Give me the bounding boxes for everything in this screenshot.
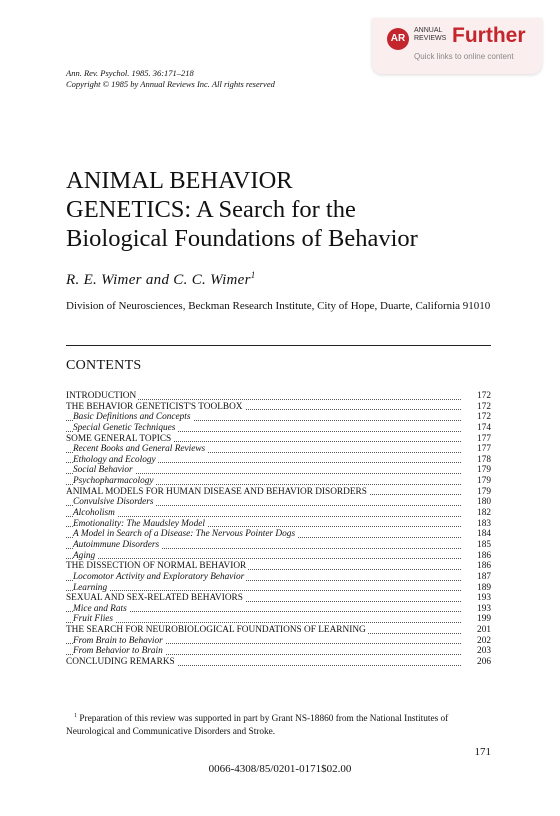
toc-subentry [66,646,491,657]
toc-subentry [66,444,491,455]
toc-entry-title: SEXUAL AND SEX-RELATED BEHAVIORS [66,593,243,604]
toc-entry-page: 206 [467,657,491,668]
toc-entry-title: Alcoholism [73,508,115,519]
toc-entry-page: 174 [467,423,491,434]
toc-entry-title: THE SEARCH FOR NEUROBIOLOGICAL FOUNDATIONS OF LEARNING [66,625,366,636]
banner-tagline: Quick links to online content [414,52,514,61]
toc-subentry [66,540,491,551]
further-label[interactable]: Further [452,24,526,47]
toc-entry-title: Ethology and Ecology [73,454,156,465]
toc-entry-title: Recent Books and General Reviews [73,444,206,455]
toc-subentry [66,551,491,562]
toc-subentry [66,497,491,508]
toc-subentry [66,476,491,487]
toc-entry-page: 193 [467,593,491,604]
toc-entry-page: 185 [467,540,491,551]
toc-entry-page: 202 [467,636,491,647]
annual-reviews-label: ANNUAL REVIEWS [414,27,447,42]
toc-entry-page: 186 [467,561,491,572]
toc-entry-title: A Model in Search of a Disease: The Nervous Pointer Dogs [73,529,296,540]
toc-entry-title: ANIMAL MODELS FOR HUMAN DISEASE AND BEHAVIOR DISORDERS [66,486,367,497]
article-title: ANIMAL BEHAVIOR GENETICS: A Search for the Biological Foundations of Behavior [66,167,418,252]
toc-entry-page: 186 [467,551,491,562]
toc-subentry [66,529,491,540]
toc-entry-title: Social Behavior [73,465,133,476]
toc-entry-page: 193 [467,604,491,615]
toc-entry-page: 182 [467,508,491,519]
toc-entry-title: From Brain to Behavior [73,635,163,646]
divider [66,345,491,346]
toc-subentry [66,604,491,615]
toc-entry-title: Special Genetic Techniques [73,422,176,433]
toc-entry-page: 179 [467,465,491,476]
affiliation: Division of Neurosciences, Beckman Research Institute, City of Hope, Duarte, California 91010 [66,300,491,312]
article-code: 0066-4308/85/0201-0171$02.00 [208,763,352,775]
toc-entry-title: Basic Definitions and Concepts [73,412,191,423]
toc-entry-title: THE DISSECTION OF NORMAL BEHAVIOR [66,561,247,572]
toc-subentry [66,636,491,647]
toc-subentry [66,412,491,423]
toc-leader-dots [66,558,461,559]
journal-citation: Ann. Rev. Psychol. 1985. 36:171–218 Copyright © 1985 by Annual Reviews Inc. All rights reserved [66,68,275,89]
toc-entry-title: Emotionality: The Maudsley Model [73,518,205,529]
toc-entry [66,402,491,413]
toc-leader-dots [66,622,461,623]
toc-entry-page: 178 [467,455,491,466]
toc-entry-title: INTRODUCTION [66,391,137,401]
toc-entry-page: 201 [467,625,491,636]
toc-entry-title: Mice and Rats [73,603,127,614]
toc-entry-page: 179 [467,476,491,487]
toc-entry-title: From Behavior to Brain [73,646,163,657]
toc-entry-page: 172 [467,391,491,402]
toc-entry-title: Convulsive Disorders [73,497,154,508]
toc-entry-title: Aging [73,550,96,561]
toc-subentry [66,423,491,434]
toc-entry [66,487,491,498]
toc-entry [66,561,491,572]
toc-entry-title: Psychopharmacology [73,476,154,487]
toc-entry-page: 199 [467,614,491,625]
toc-entry-page: 184 [467,529,491,540]
toc-subentry [66,508,491,519]
page-number: 171 [474,746,491,758]
toc-entry [66,593,491,604]
authors: R. E. Wimer and C. C. Wimer$^1$ [66,270,256,288]
toc-entry-title: THE BEHAVIOR GENETICIST'S TOOLBOX [66,401,243,412]
toc-entry [66,657,491,668]
author-footnote-mark: 1 [250,270,256,280]
toc-entry-page: 177 [467,444,491,455]
toc-entry-page: 189 [467,583,491,594]
toc-subentry [66,614,491,625]
toc-entry-page: 179 [467,487,491,498]
toc-entry [66,434,491,445]
footnote: $^1$ Preparation of this review was supported in part by Grant NS-18860 from the National Institutes of Neurological and Communicative Disorders and Stroke. [66,713,449,738]
toc-entry-title: Locomotor Activity and Exploratory Behavior [73,571,245,582]
toc-entry-page: 187 [467,572,491,583]
further-banner[interactable] [372,18,542,74]
toc-entry-page: 183 [467,519,491,530]
toc-subentry [66,465,491,476]
toc-entry-page: 172 [467,412,491,423]
toc-entry [66,391,491,402]
toc-entry [66,625,491,636]
toc-leader-dots [66,590,461,591]
toc-entry-page: 172 [467,402,491,413]
toc-subentry [66,572,491,583]
toc-entry-page: 180 [467,497,491,508]
toc-entry-title: Fruit Flies [73,614,114,625]
table-of-contents [66,391,491,668]
toc-entry-title: SOME GENERAL TOPICS [66,433,172,444]
toc-entry-page: 203 [467,646,491,657]
contents-heading: CONTENTS [66,358,142,373]
toc-entry-title: Learning [73,582,108,593]
toc-subentry [66,455,491,466]
toc-entry-title: CONCLUDING REMARKS [66,657,175,668]
toc-leader-dots [66,516,461,517]
toc-entry-title: Autoimmune Disorders [73,539,160,550]
annual-reviews-logo-icon: AR [387,28,409,50]
toc-subentry [66,519,491,530]
toc-subentry [66,583,491,594]
toc-entry-page: 177 [467,434,491,445]
